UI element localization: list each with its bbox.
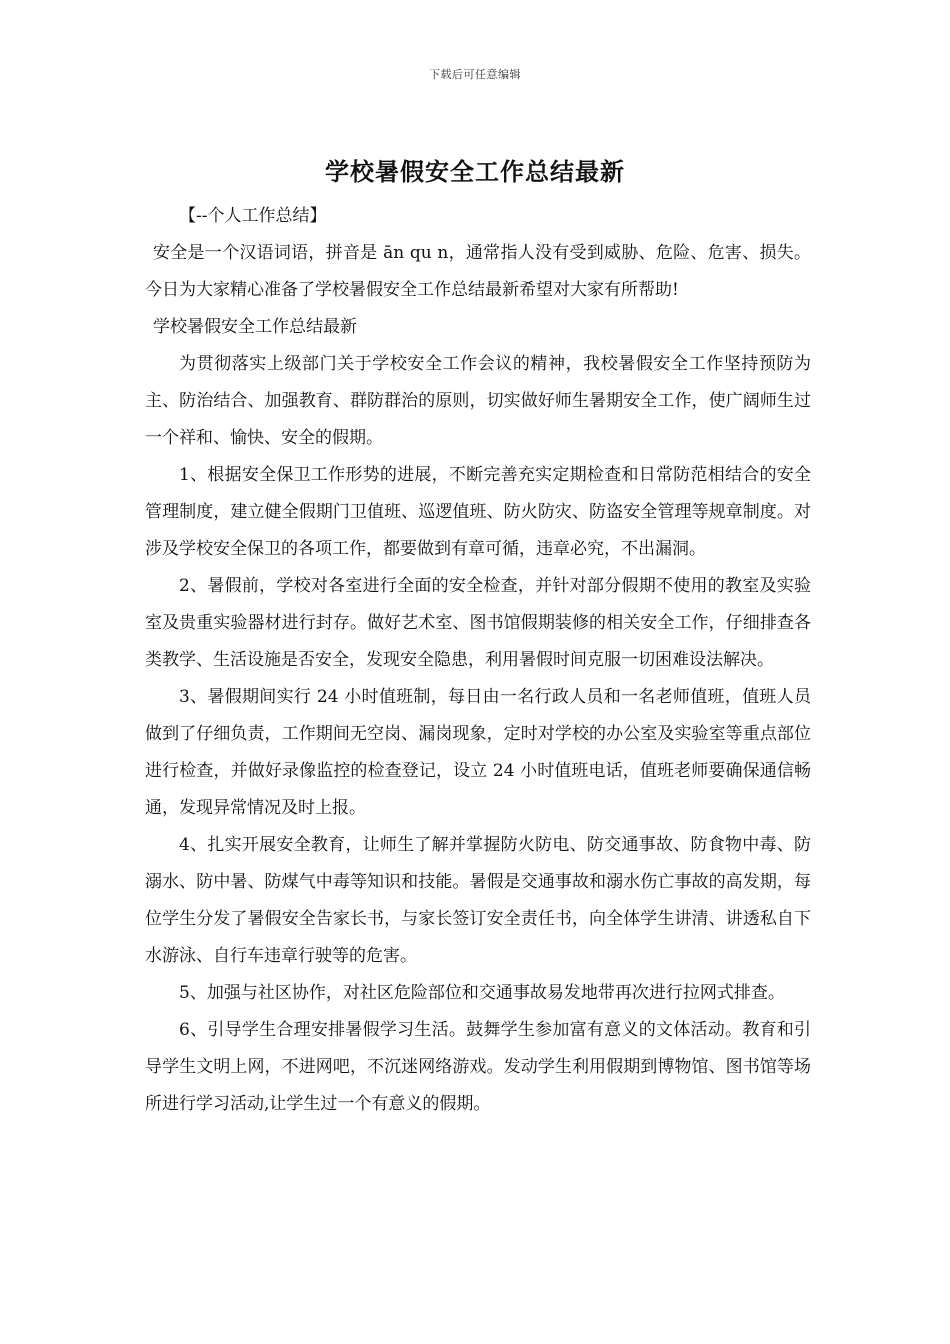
paragraph-item-5: 5、加强与社区协作，对社区危险部位和交通事故易发地带再次进行拉网式排查。 bbox=[179, 983, 785, 1003]
paragraph-intro: 为贯彻落实上级部门关于学校安全工作会议的精神，我校暑假安全工作坚持预防为主、防治结合、加强教育、群防群治的原则，切实做好师生暑期安全工作，使广阔师生过一个祥和、愉快、安全的假期。 bbox=[145, 354, 811, 448]
paragraph-item-1: 1、根据安全保卫工作形势的进展，不断完善充实定期检查和日常防范相结合的安全管理制度，建立健全假期门卫值班、巡逻值班、防火防灾、防盗安全管理等规章制度。对涉及学校安全保卫的各项工作，都要做到有章可循，违章必究，不出漏洞。 bbox=[145, 465, 811, 559]
document-body bbox=[145, 198, 811, 1123]
paragraph-item-6: 6、引导学生合理安排暑假学习生活。鼓舞学生参加富有意义的文体活动。教育和引导学生文明上网，不进网吧，不沉迷网络游戏。发动学生利用假期到博物馆、图书馆等场所进行学习活动,让学生过一个有意义的假期。 bbox=[145, 1020, 811, 1114]
document-title: 学校暑假安全工作总结最新 bbox=[325, 157, 625, 186]
section-label: 【--个人工作总结】 bbox=[179, 206, 327, 226]
paragraph-item-2: 2、暑假前，学校对各室进行全面的安全检查，并针对部分假期不使用的教室及实验室及贵重实验器材进行封存。做好艺术室、图书馆假期装修的相关安全工作，仔细排查各类教学、生活设施是否安全，发现安全隐患，利用暑假时间克服一切困难设法解决。 bbox=[145, 576, 811, 670]
paragraph-item-3: 3、暑假期间实行 24 小时值班制，每日由一名行政人员和一名老师值班，值班人员做到了仔细负责，工作期间无空岗、漏岗现象，定时对学校的办公室及实验室等重点部位进行检查，并做好录像监控的检查登记，设立 24 小时值班电话，值班老师要确保通信畅通，发现异常情况及时上报。 bbox=[145, 687, 811, 818]
header-note: 下载后可任意编辑 bbox=[429, 68, 521, 81]
intro-paragraph: 安全是一个汉语词语，拼音是 ān qu n，通常指人没有受到威胁、危险、危害、损失。今日为大家精心准备了学校暑假安全工作总结最新希望对大家有所帮助! bbox=[145, 243, 811, 300]
subtitle: 学校暑假安全工作总结最新 bbox=[153, 317, 357, 337]
paragraph-item-4: 4、扎实开展安全教育，让师生了解并掌握防火防电、防交通事故、防食物中毒、防溺水、防中暑、防煤气中毒等知识和技能。暑假是交通事故和溺水伤亡事故的高发期，每位学生分发了暑假安全告家长书，与家长签订安全责任书，向全体学生讲清、讲透私自下水游泳、自行车违章行驶等的危害。 bbox=[145, 835, 811, 966]
